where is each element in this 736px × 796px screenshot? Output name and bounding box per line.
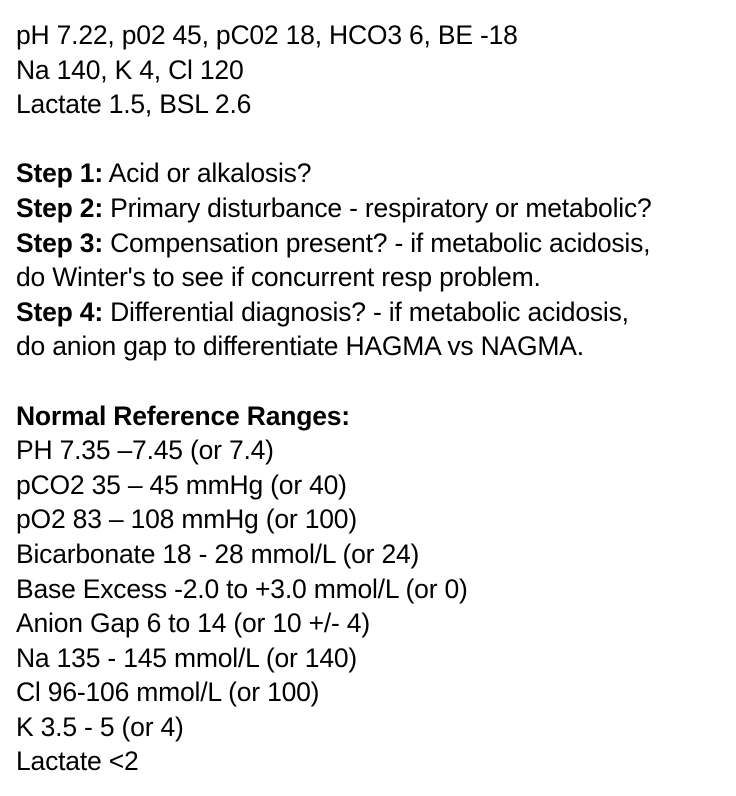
blood-gas-results: pH 7.22, p02 45, pC02 18, HCO3 6, BE -18 (16, 20, 518, 50)
step-4-label: Step 4: (16, 296, 103, 327)
reference-base-excess: Base Excess -2.0 to +3.0 mmol/L (or 0) (16, 573, 468, 604)
reference-sodium: Na 135 - 145 mmol/L (or 140) (16, 642, 358, 673)
step-4-continued: do anion gap to differentiate HAGMA vs NAGMA. (16, 331, 584, 362)
reference-lactate: Lactate <2 (16, 746, 139, 777)
step-1-text: Acid or alkalosis? (108, 158, 312, 189)
step-3-continued: do Winter's to see if concurrent resp problem. (16, 262, 541, 293)
step-1 (16, 156, 728, 191)
step-4-text: Differential diagnosis? - if metabolic acidosis, (110, 296, 629, 327)
reference-chloride: Cl 96-106 mmol/L (or 100) (16, 677, 320, 708)
lactate-glucose-results: Lactate 1.5, BSL 2.6 (16, 89, 252, 120)
reference-anion-gap: Anion Gap 6 to 14 (or 10 +/- 4) (16, 608, 370, 639)
reference-pco2: pCO2 35 – 45 mmHg (or 40) (16, 469, 347, 500)
step-1-label: Step 1: (16, 158, 103, 189)
step-3 (16, 226, 728, 261)
spacer (16, 364, 728, 399)
step-4 (16, 295, 728, 330)
step-3-label: Step 3: (16, 227, 103, 258)
steps-section (16, 156, 728, 364)
reference-po2: pO2 83 – 108 mmHg (or 100) (16, 504, 357, 535)
step-3-text: Compensation present? - if metabolic acidosis, (110, 227, 651, 258)
step-2-text: Primary disturbance - respiratory or metabolic? (110, 192, 652, 223)
step-2 (16, 191, 728, 226)
reference-bicarbonate: Bicarbonate 18 - 28 mmol/L (or 24) (16, 538, 420, 569)
reference-ranges-heading: Normal Reference Ranges: (16, 400, 350, 431)
reference-ph: PH 7.35 –7.45 (or 7.4) (16, 435, 274, 466)
reference-potassium: K 3.5 - 5 (or 4) (16, 711, 184, 742)
step-2-label: Step 2: (16, 192, 103, 223)
spacer (16, 122, 728, 157)
patient-results (16, 18, 728, 122)
reference-ranges-section (16, 399, 728, 780)
document-body (16, 18, 728, 779)
electrolyte-results: Na 140, K 4, Cl 120 (16, 54, 244, 85)
